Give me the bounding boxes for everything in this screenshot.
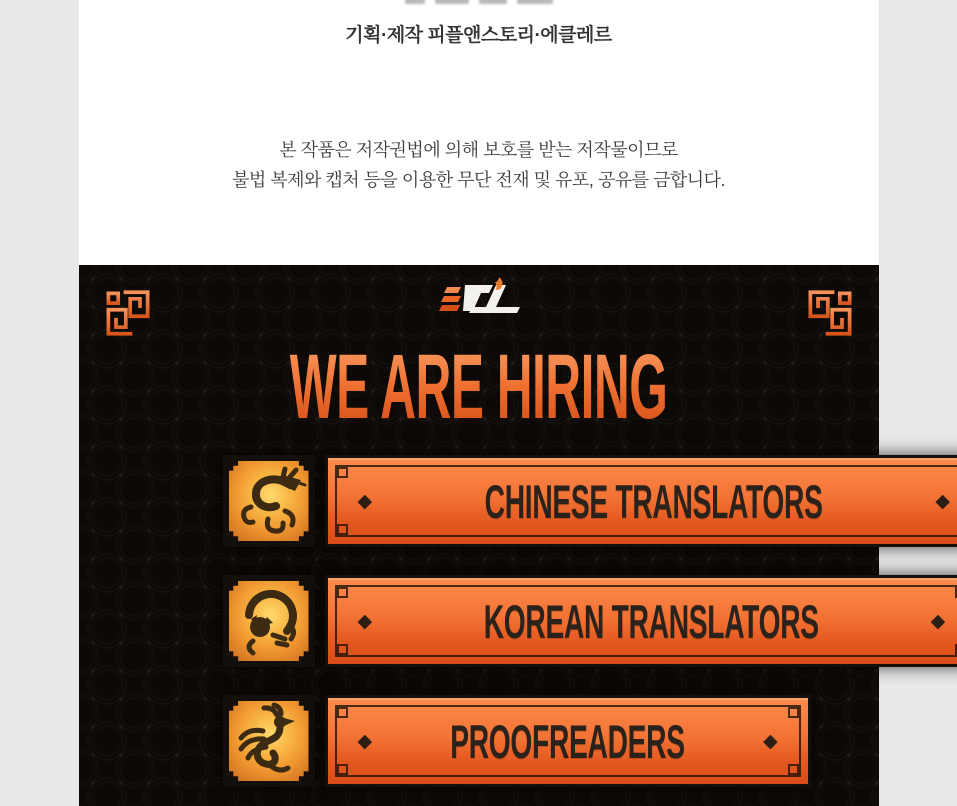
copyright-line-1: 본 작품은 저작권법에 의해 보호를 받는 저작물이므로 [279,140,678,160]
hiring-headline: WE ARE HIRING [289,336,668,438]
meander-ornament-left [104,289,152,337]
hiring-row-proofreaders [223,695,778,787]
dragon-tile [223,455,315,547]
diamond-icon: ◆ [763,730,778,752]
diamond-icon: ◆ [357,490,373,512]
hiring-section [79,265,950,806]
diamond-icon: ◆ [935,490,950,512]
tiger-icon [233,585,305,657]
diamond-icon: ◆ [357,610,373,632]
dragon-icon [233,465,305,537]
meander-ornament-right [806,289,854,337]
tiger-tile [223,575,315,667]
role-banner-proofreaders[interactable] [325,695,811,787]
role-banner-chinese[interactable] [325,455,957,547]
cropped-title-remnant [79,0,879,4]
role-label-chinese: CHINESE TRANSLATORS [484,474,823,528]
role-label-korean: KOREAN TRANSLATORS [483,594,819,648]
copyright-line-2: 불법 복제와 캡처 등을 이용한 무단 전재 및 유포, 공유를 금합니다. [231,170,726,190]
hiring-row-chinese [223,455,950,547]
role-rows [79,455,950,787]
scan-group-logo [430,276,528,322]
diamond-icon: ◆ [930,610,946,632]
phoenix-icon [233,705,305,777]
phoenix-tile [223,695,315,787]
webtoon-end-page [79,0,950,806]
role-label-proofreaders: PROOFREADERS [450,714,685,768]
credits-section [79,0,879,265]
role-banner-korean[interactable] [325,575,957,667]
diamond-icon: ◆ [357,730,373,752]
production-credit: 기획·제작 피플앤스토리·에클레르 [345,25,612,46]
hiring-row-korean [223,575,946,667]
copyright-notice [79,135,879,195]
